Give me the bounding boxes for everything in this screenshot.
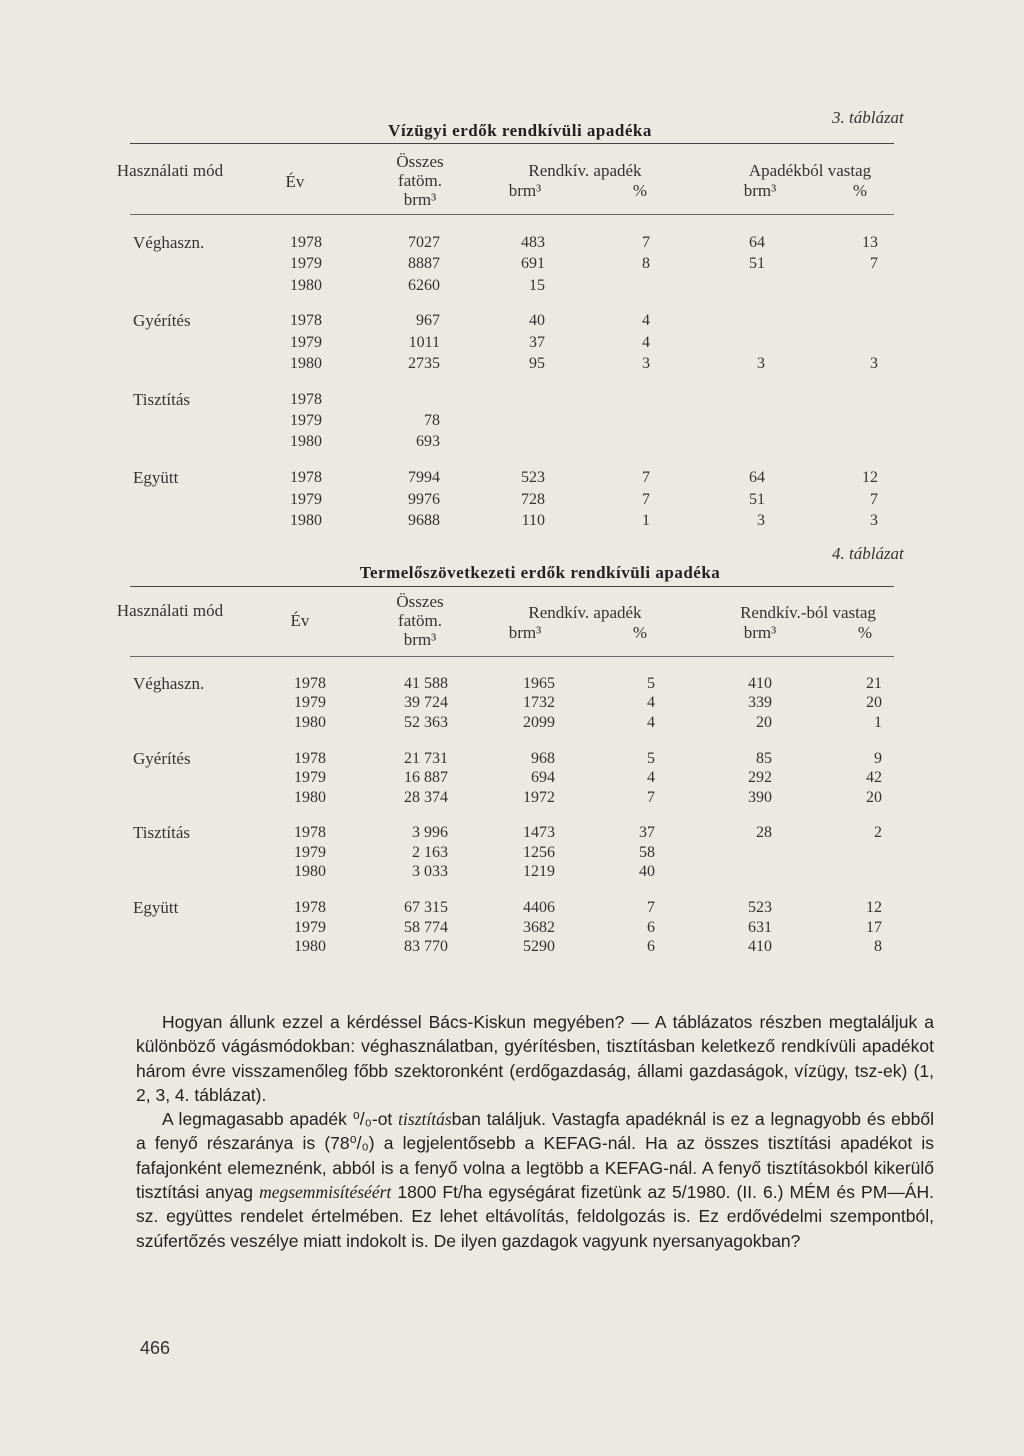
thick-pct-cell: 7 <box>870 490 878 508</box>
page-number: 466 <box>140 1338 171 1358</box>
extra-pct-cell: 58 <box>639 843 655 861</box>
header-extra: Rendkív. apadék <box>528 603 642 622</box>
extra-brm-cell: 2099 <box>523 713 555 731</box>
year-cell: 1979 <box>290 333 322 351</box>
extra-brm-cell: 15 <box>529 276 545 294</box>
header-thick-brm: brm³ <box>743 623 777 642</box>
thick-pct-cell: 3 <box>870 355 878 372</box>
year-cell: 1979 <box>290 412 322 430</box>
total-cell: 83 770 <box>404 937 448 955</box>
thick-pct-cell: 1 <box>874 713 882 731</box>
table4-title: Termelőszövetkezeti erdők rendkívüli apadéka <box>359 563 721 582</box>
extra-pct-cell: 4 <box>647 769 655 787</box>
thick-brm-cell: 85 <box>756 749 772 767</box>
header-thick: Rendkív.-ból vastag <box>740 603 876 622</box>
year-cell: 1978 <box>290 390 322 408</box>
table4-top-rule <box>130 586 894 587</box>
total-cell: 3 996 <box>412 824 448 842</box>
group-label: Gyérítés <box>133 311 191 331</box>
year-cell: 1978 <box>290 234 322 251</box>
extra-pct-cell: 4 <box>647 694 655 712</box>
year-cell: 1980 <box>294 863 326 881</box>
header-total-3: brm³ <box>403 630 437 649</box>
year-cell: 1980 <box>290 511 322 529</box>
header-total-2: fatöm. <box>398 171 442 190</box>
year-cell: 1978 <box>294 824 326 842</box>
extra-brm-cell: 1972 <box>523 788 555 806</box>
year-cell: 1980 <box>290 433 322 451</box>
extra-pct-cell: 37 <box>639 824 655 842</box>
header-mode-1: Használati mód <box>116 601 224 620</box>
total-cell: 16 887 <box>404 769 448 787</box>
thick-pct-cell: 2 <box>874 824 882 842</box>
header-extra-brm: brm³ <box>508 181 542 200</box>
year-cell: 1978 <box>294 899 326 917</box>
header-year: Év <box>290 611 310 630</box>
group-label: Tisztítás <box>133 823 191 843</box>
extra-pct-cell: 6 <box>647 918 655 936</box>
extra-pct-cell: 5 <box>647 675 655 692</box>
total-cell: 21 731 <box>404 749 448 767</box>
thick-brm-cell: 51 <box>749 490 765 508</box>
extra-pct-cell: 8 <box>642 255 650 273</box>
year-cell: 1978 <box>290 469 322 487</box>
year-cell: 1979 <box>294 918 326 936</box>
extra-pct-cell: 3 <box>642 355 650 372</box>
thick-brm-cell: 51 <box>749 255 765 273</box>
total-cell: 967 <box>416 312 440 330</box>
header-total-2: fatöm. <box>398 611 442 630</box>
total-cell: 9976 <box>408 490 440 508</box>
extra-pct-cell: 7 <box>647 899 655 917</box>
extra-brm-cell: 5290 <box>523 937 555 955</box>
header-thick-brm: brm³ <box>743 181 777 200</box>
year-cell: 1980 <box>290 276 322 294</box>
table3-label: 3. táblázat <box>832 108 904 127</box>
extra-pct-cell: 4 <box>642 333 650 351</box>
group-label: Tisztítás <box>133 389 191 409</box>
extra-brm-cell: 1732 <box>523 694 555 712</box>
thick-brm-cell: 292 <box>748 769 772 787</box>
extra-pct-cell: 40 <box>639 863 655 881</box>
group-label: Együtt <box>133 898 179 918</box>
thick-pct-cell: 17 <box>866 918 882 936</box>
extra-brm-cell: 1219 <box>523 863 555 881</box>
extra-pct-cell: 4 <box>642 312 650 330</box>
year-cell: 1980 <box>290 355 322 372</box>
total-cell: 39 724 <box>404 694 448 712</box>
thick-pct-cell: 12 <box>862 469 878 487</box>
total-cell: 67 315 <box>404 899 448 917</box>
table3-top-rule <box>130 143 894 144</box>
thick-pct-cell: 20 <box>866 788 882 806</box>
total-cell: 2735 <box>408 355 440 372</box>
extra-pct-cell: 7 <box>642 234 650 251</box>
header-total-1: Összes <box>396 592 444 611</box>
total-cell: 9688 <box>408 511 440 529</box>
header-year: Év <box>285 172 305 191</box>
table4-label: 4. táblázat <box>832 544 904 563</box>
extra-brm-cell: 3682 <box>523 918 555 936</box>
paragraph-1: Hogyan állunk ezzel a kérdéssel Bács-Kiskun megyében? — A táblázatos részben megtaláljuk a különböző vágásmódokban: véghasználatban, gyérítésben, tisztításban keletkező rendkívüli apadékot három évre visszamenőleg főbb szektoronként (erdőgazdaság, állami gazdaságok, vízügy, tsz-ek) (1, 2, 3, 4. táblázat). <box>136 1012 934 1105</box>
thick-brm-cell: 20 <box>756 713 772 731</box>
extra-pct-cell: 6 <box>647 937 655 955</box>
total-cell: 41 588 <box>404 675 448 692</box>
extra-pct-cell: 7 <box>647 788 655 806</box>
header-thick-pct: % <box>852 181 868 200</box>
year-cell: 1979 <box>294 694 326 712</box>
extra-pct-cell: 7 <box>642 490 650 508</box>
year-cell: 1979 <box>294 843 326 861</box>
thick-brm-cell: 390 <box>748 788 772 806</box>
thick-brm-cell: 3 <box>757 511 765 529</box>
total-cell: 28 374 <box>404 788 448 806</box>
paragraph-2-part-a: A legmagasabb apadék ⁰/₀-ot <box>162 1109 399 1130</box>
extra-brm-cell: 37 <box>529 333 545 351</box>
thick-pct-cell: 7 <box>870 255 878 273</box>
total-cell: 2 163 <box>412 843 448 861</box>
year-cell: 1978 <box>294 749 326 767</box>
extra-pct-cell: 1 <box>642 511 650 529</box>
thick-pct-cell: 21 <box>866 675 882 692</box>
year-cell: 1980 <box>294 788 326 806</box>
year-cell: 1980 <box>294 713 326 731</box>
header-extra-pct: % <box>632 623 648 642</box>
extra-brm-cell: 1256 <box>523 843 555 861</box>
paragraph-2-part-c: 1800 Ft/ha egységárat fizetünk az 5/1980. (II. 6.) MÉM és PM—ÁH. sz. együttes rendelet értelmében. Ez lehet eltávolítás, feldolgozás is. Ez erdővédelmi szempontból, szúfertőzés veszélye miatt indokolt is. De ilyen gazdagok vagyunk nyersanyagokban? <box>136 1182 934 1251</box>
thick-pct-cell: 12 <box>866 899 882 917</box>
year-cell: 1979 <box>290 255 322 273</box>
header-extra-brm: brm³ <box>508 623 542 642</box>
total-cell: 58 774 <box>404 918 448 936</box>
total-cell: 3 033 <box>412 863 448 881</box>
extra-brm-cell: 1965 <box>523 675 555 692</box>
extra-brm-cell: 728 <box>521 490 545 508</box>
total-cell: 7994 <box>408 469 440 487</box>
table3-title: Vízügyi erdők rendkívüli apadéka <box>388 121 652 140</box>
extra-brm-cell: 95 <box>529 355 545 372</box>
thick-pct-cell: 42 <box>866 769 882 787</box>
total-cell: 78 <box>424 412 440 430</box>
body-text <box>136 1010 934 1253</box>
extra-pct-cell: 5 <box>647 749 655 767</box>
thick-pct-cell: 8 <box>874 937 882 955</box>
group-label: Véghaszn. <box>133 233 205 252</box>
extra-brm-cell: 1473 <box>523 824 555 842</box>
table3-header-rule <box>130 214 894 215</box>
extra-brm-cell: 694 <box>531 769 555 787</box>
thick-pct-cell: 20 <box>866 694 882 712</box>
paragraph-2-emphasis-2: megsemmisítéséért <box>259 1182 392 1203</box>
header-extra: Rendkív. apadék <box>528 161 642 180</box>
group-label: Gyérítés <box>133 748 191 768</box>
extra-brm-cell: 691 <box>521 255 545 273</box>
thick-pct-cell: 3 <box>870 511 878 529</box>
year-cell: 1978 <box>290 312 322 330</box>
thick-brm-cell: 410 <box>748 937 772 955</box>
thick-brm-cell: 339 <box>748 694 772 712</box>
header-total-1: Összes <box>396 152 444 171</box>
year-cell: 1980 <box>294 937 326 955</box>
thick-pct-cell: 13 <box>862 234 878 251</box>
thick-brm-cell: 64 <box>749 234 765 251</box>
extra-brm-cell: 483 <box>521 234 545 251</box>
header-extra-pct: % <box>632 181 648 200</box>
header-thick: Apadékból vastag <box>748 161 872 180</box>
paragraph-2 <box>136 1107 934 1253</box>
extra-brm-cell: 523 <box>521 469 545 487</box>
extra-brm-cell: 968 <box>531 749 555 767</box>
thick-brm-cell: 410 <box>748 675 772 692</box>
header-total-3: brm³ <box>403 190 437 209</box>
extra-brm-cell: 40 <box>529 312 545 330</box>
thick-brm-cell: 28 <box>756 824 772 842</box>
header-mode-1: Használati mód <box>116 161 224 180</box>
table4-header-rule <box>130 656 894 657</box>
total-cell: 7027 <box>408 234 440 251</box>
total-cell: 8887 <box>408 255 440 273</box>
thick-brm-cell: 3 <box>757 355 765 372</box>
total-cell: 6260 <box>408 276 440 294</box>
group-label: Véghaszn. <box>133 674 205 693</box>
header-thick-pct: % <box>857 623 873 642</box>
total-cell: 52 363 <box>404 713 448 731</box>
total-cell: 1011 <box>408 333 440 351</box>
extra-pct-cell: 7 <box>642 469 650 487</box>
paragraph-2-part-b: ban találjuk. Vastagfa apadéknál is ez a legnagyobb és ebből a fenyő részaránya is (78⁰/₀) a legjelentősebb a KEFAG-nál. Ha az összes tisztítási apadékot is fafajonként elemeznénk, abból is a fenyő volna a legtöbb a KEFAG-nál. A fenyő tisztításokból kikerülő tisztítási anyag <box>136 1109 934 1203</box>
total-cell: 693 <box>416 433 440 451</box>
paragraph-2-emphasis-1: tisztítás <box>398 1109 452 1130</box>
extra-pct-cell: 4 <box>647 713 655 731</box>
extra-brm-cell: 110 <box>521 511 545 529</box>
thick-pct-cell: 9 <box>874 749 882 767</box>
thick-brm-cell: 64 <box>749 469 765 487</box>
thick-brm-cell: 631 <box>748 918 772 936</box>
year-cell: 1979 <box>290 490 322 508</box>
year-cell: 1978 <box>294 675 326 692</box>
year-cell: 1979 <box>294 769 326 787</box>
extra-brm-cell: 4406 <box>523 899 555 917</box>
thick-brm-cell: 523 <box>748 899 772 917</box>
group-label: Együtt <box>133 468 179 488</box>
